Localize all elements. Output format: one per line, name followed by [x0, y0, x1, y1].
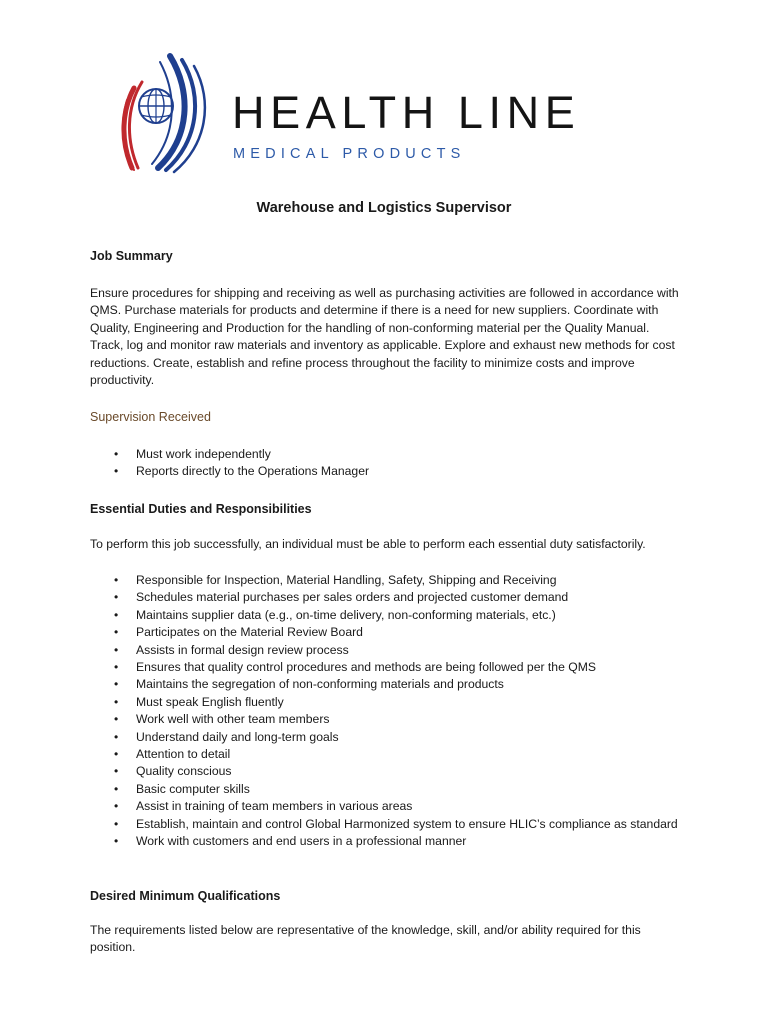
list-item: [90, 833, 682, 850]
brand-name: HEALTH LINE: [232, 87, 581, 138]
bullet-icon: •: [114, 781, 119, 796]
bullet-icon: •: [114, 642, 119, 657]
globe-swoosh-logo-icon: [112, 52, 224, 176]
list-item-text: Schedules material purchases per sales orders and projected customer demand: [136, 590, 569, 605]
list-item-text: Establish, maintain and control Global Harmonized system to ensure HLIC’s compliance as standard: [136, 816, 678, 831]
duties-list: [90, 572, 682, 851]
list-item: [90, 816, 682, 833]
qualifications-text: The requirements listed below are representative of the knowledge, skill, and/or ability required for this position.: [90, 923, 641, 955]
bullet-icon: •: [114, 573, 119, 587]
list-item-text: Participates on the Material Review Board: [136, 625, 363, 640]
job-summary-heading: Job Summary: [90, 249, 173, 263]
list-item: [90, 446, 682, 463]
list-item: [90, 711, 682, 728]
list-item: [90, 572, 682, 589]
list-item: [90, 624, 682, 641]
brand-subtitle: MEDICAL PRODUCTS: [233, 146, 466, 162]
list-item: [90, 659, 682, 676]
bullet-icon: •: [114, 834, 119, 849]
list-item-text: Assists in formal design review process: [136, 642, 349, 657]
list-item-text: Must work independently: [136, 447, 271, 461]
document-title: Warehouse and Logistics Supervisor: [256, 200, 512, 216]
bullet-icon: •: [114, 607, 119, 622]
list-item: [90, 463, 682, 480]
job-summary-text: Ensure procedures for shipping and receiving as well as purchasing activities are followed in accordance with QMS. Purchase materials for products and determine if there is a need for new suppliers. Coordinate with Quality, Engineering and Production for the handling of non-conforming material per the Quality Manual. Track, log and monitor raw materials and inventory as applicable. Explore and exhaust new methods for cost reductions. Create, establish and refine process throughout the facility to minimize costs and improve productivity.: [90, 286, 679, 388]
qualifications-heading: Desired Minimum Qualifications: [90, 889, 281, 903]
bullet-icon: •: [114, 816, 119, 831]
list-item: [90, 781, 682, 798]
supervision-list: [90, 446, 682, 481]
list-item-text: Understand daily and long-term goals: [136, 729, 339, 744]
supervision-heading: Supervision Received: [90, 410, 211, 424]
list-item-text: Maintains supplier data (e.g., on-time delivery, non-conforming materials, etc.): [136, 607, 556, 622]
bullet-icon: •: [114, 694, 119, 709]
bullet-icon: •: [114, 747, 119, 762]
bullet-icon: •: [114, 677, 119, 692]
bullet-icon: •: [114, 799, 119, 814]
list-item: [90, 798, 682, 815]
bullet-icon: •: [114, 764, 119, 779]
list-item: [90, 694, 682, 711]
bullet-icon: •: [114, 447, 119, 461]
bullet-icon: •: [114, 712, 119, 727]
list-item-text: Work with customers and end users in a professional manner: [136, 834, 467, 849]
list-item: [90, 607, 682, 624]
list-item-text: Assist in training of team members in various areas: [136, 799, 413, 814]
list-item-text: Attention to detail: [136, 747, 231, 762]
bullet-icon: •: [114, 464, 119, 479]
list-item-text: Basic computer skills: [136, 781, 250, 796]
list-item: [90, 746, 682, 763]
list-item-text: Maintains the segregation of non-conforming materials and products: [136, 677, 504, 692]
list-item-text: Ensures that quality control procedures and methods are being followed per the QMS: [136, 660, 597, 675]
list-item-text: Reports directly to the Operations Manager: [136, 464, 370, 479]
bullet-icon: •: [114, 729, 119, 744]
list-item-text: Work well with other team members: [136, 712, 330, 727]
list-item: [90, 763, 682, 780]
bullet-icon: •: [114, 590, 119, 605]
list-item: [90, 729, 682, 746]
list-item-text: Quality conscious: [136, 764, 232, 779]
list-item-text: Must speak English fluently: [136, 694, 284, 709]
duties-intro: To perform this job successfully, an individual must be able to perform each essential duty satisfactorily.: [90, 537, 646, 551]
list-item: [90, 642, 682, 659]
bullet-icon: •: [114, 660, 119, 675]
list-item-text: Responsible for Inspection, Material Handling, Safety, Shipping and Receiving: [136, 573, 557, 587]
list-item: [90, 589, 682, 606]
list-item: [90, 676, 682, 693]
bullet-icon: •: [114, 625, 119, 640]
duties-heading: Essential Duties and Responsibilities: [90, 502, 312, 516]
